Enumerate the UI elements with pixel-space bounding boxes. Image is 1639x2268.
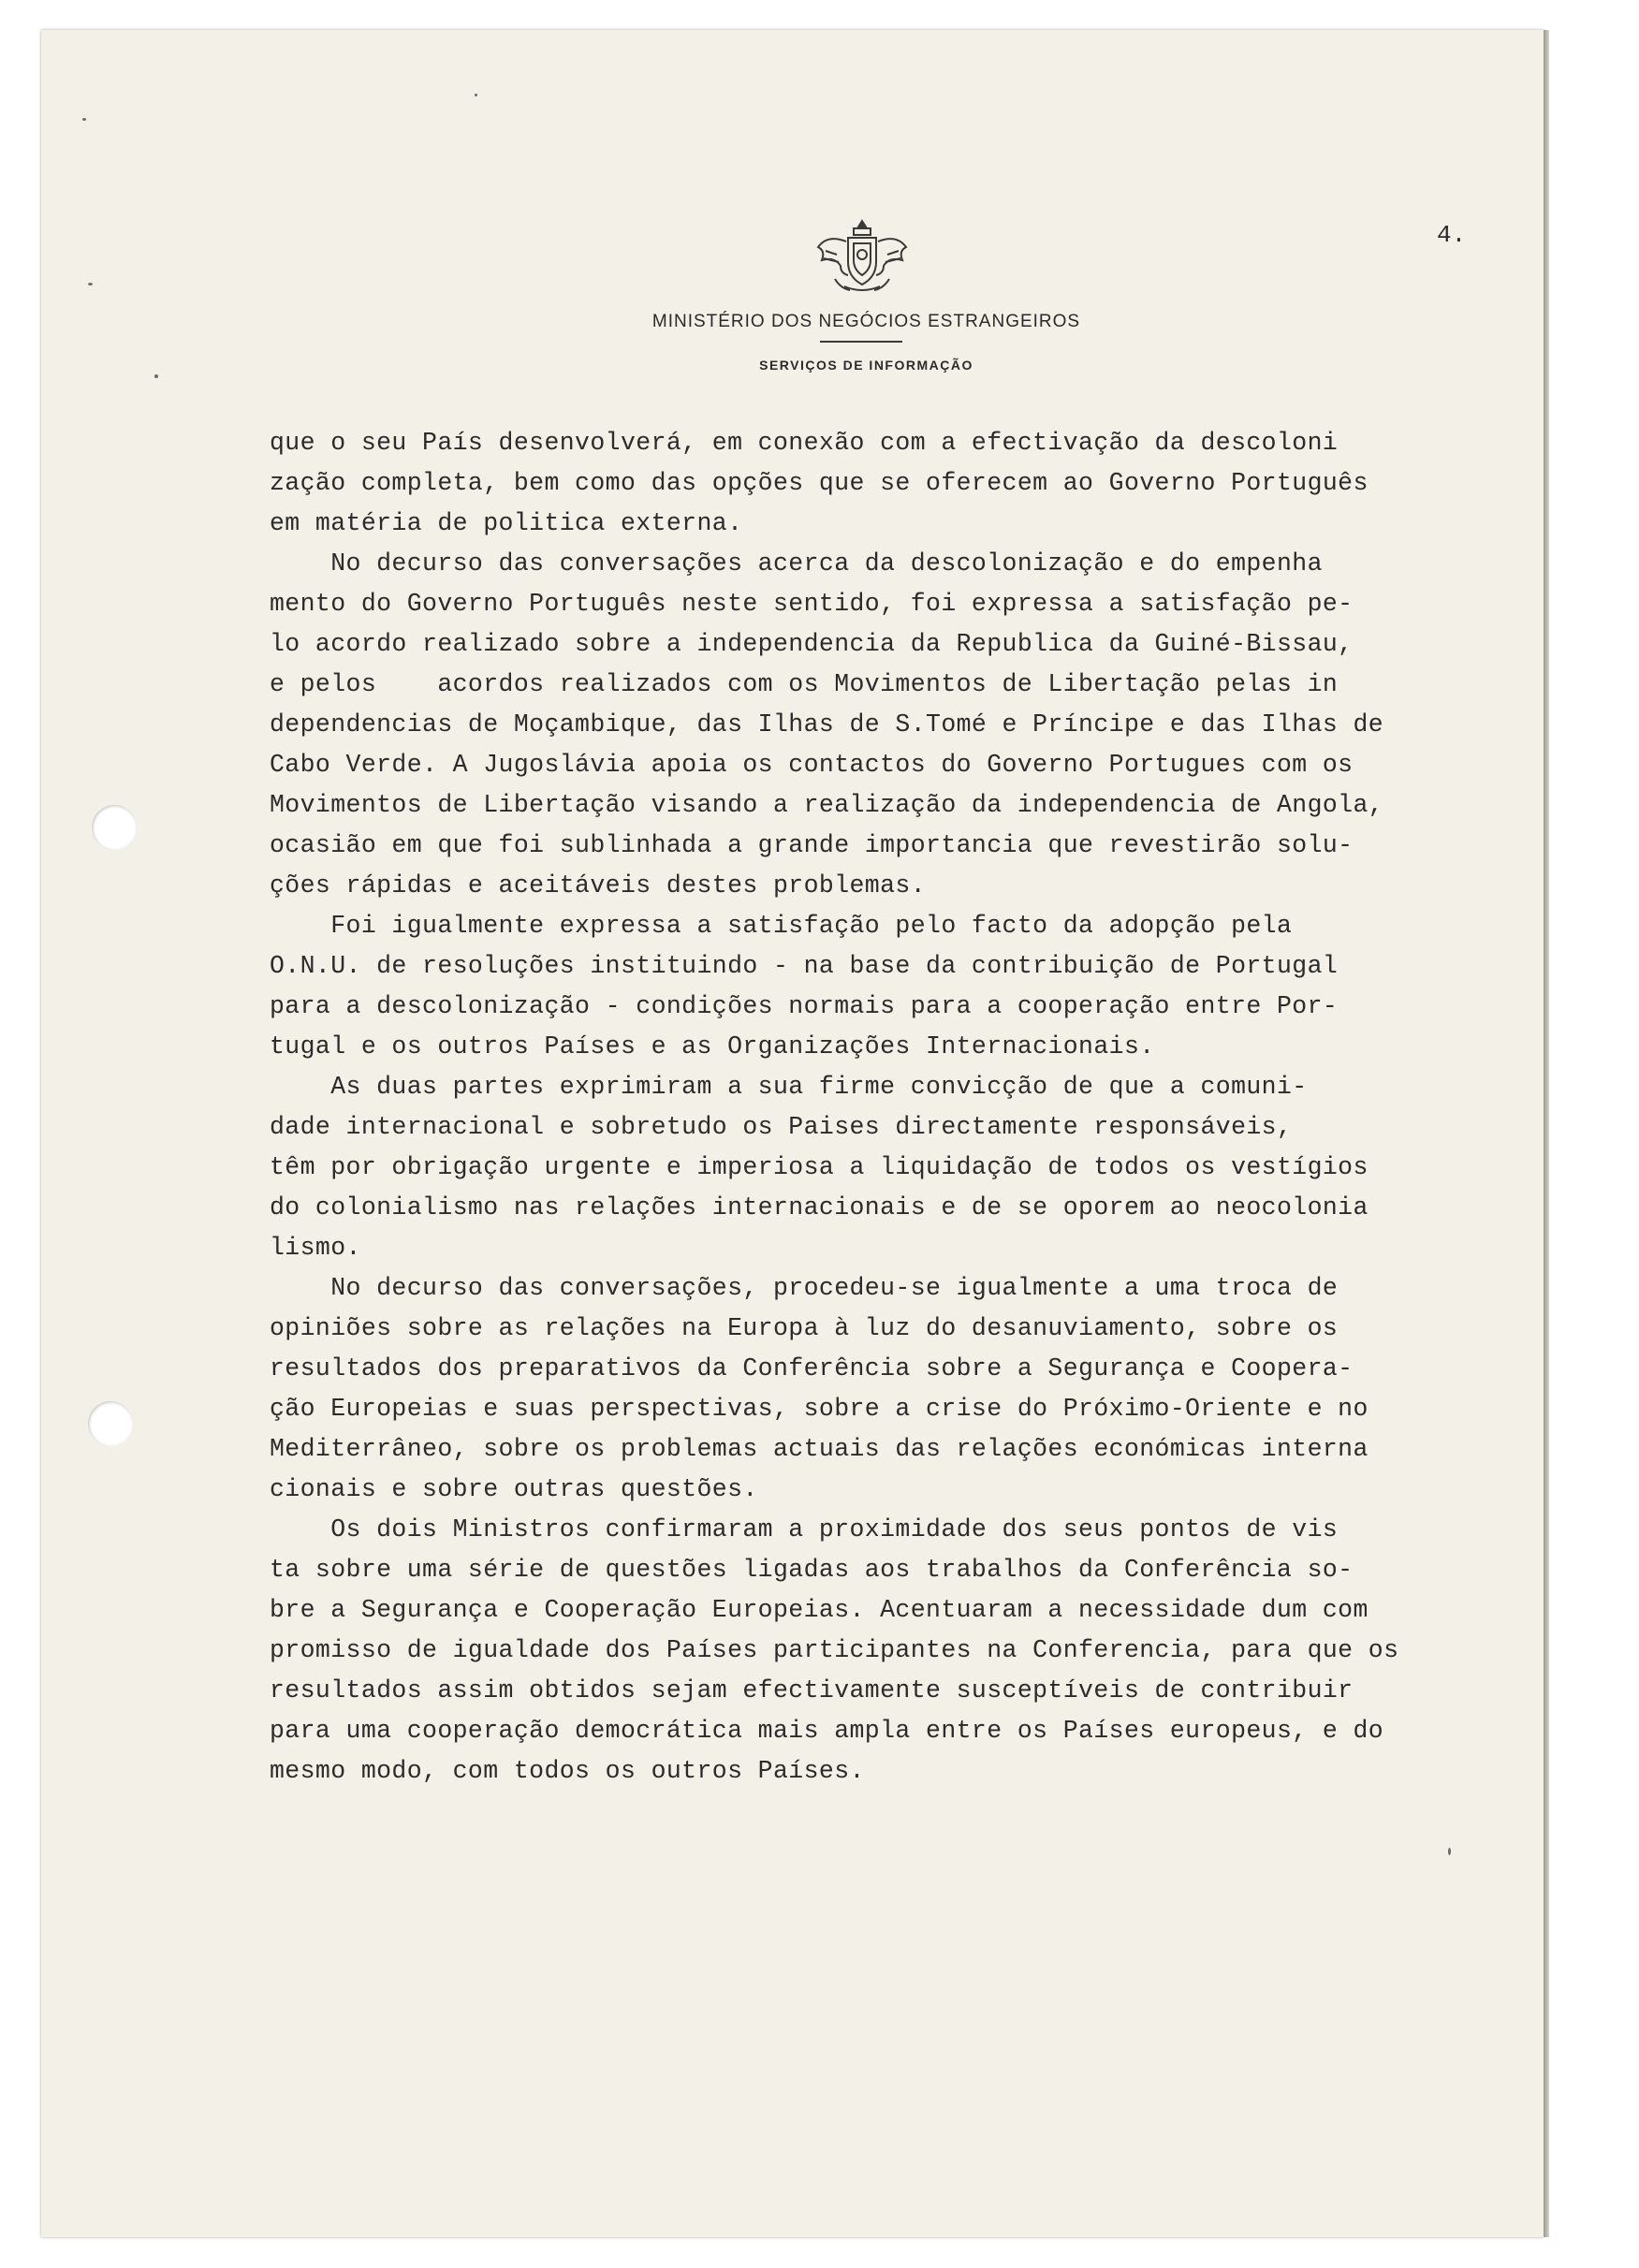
text-line: que o seu País desenvolverá, em conexão com a efectivação da descoloni [270, 429, 1339, 457]
text-line: ção Europeias e suas perspectivas, sobre a crise do Próximo-Oriente e no [270, 1395, 1368, 1423]
text-line: e pelos acordos realizados com os Movimentos de Libertação pelas in [270, 670, 1339, 698]
paper-speck [1448, 1848, 1451, 1855]
paper-speck [82, 118, 86, 121]
paper-speck [475, 94, 477, 96]
text-line: do colonialismo nas relações internacionais e de se oporem ao neocolonia [270, 1193, 1368, 1222]
text-line: mesmo modo, com todos os outros Países. [270, 1757, 865, 1785]
text-line: dependencias de Moçambique, das Ilhas de S.Tomé e Príncipe e das Ilhas de [270, 710, 1384, 739]
text-line: No decurso das conversações, procedeu-se igualmente a uma troca de [270, 1274, 1339, 1302]
text-line: opiniões sobre as relações na Europa à luz do desanuviamento, sobre os [270, 1314, 1339, 1342]
text-line: Cabo Verde. A Jugoslávia apoia os contactos do Governo Portugues com os [270, 751, 1354, 779]
text-line: As duas partes exprimiram a sua firme convicção de que a comuni- [270, 1073, 1308, 1101]
ministry-name: MINISTÉRIO DOS NEGÓCIOS ESTRANGEIROS [651, 312, 1081, 331]
text-line: zação completa, bem como das opções que se oferecem ao Governo Português [270, 469, 1368, 497]
text-line: para a descolonização - condições normais para a cooperação entre Por- [270, 992, 1339, 1020]
text-line: ocasião em que foi sublinhada a grande importancia que revestirão solu- [270, 831, 1354, 859]
text-line: promisso de igualdade dos Países participantes na Conferencia, para que os [270, 1636, 1399, 1664]
document-body [270, 423, 1486, 1792]
text-line: Movimentos de Libertação visando a realização da independencia de Angola, [270, 791, 1384, 819]
coat-of-arms-icon [812, 213, 912, 296]
text-line: em matéria de politica externa. [270, 509, 743, 537]
text-line: lismo. [270, 1234, 361, 1262]
paper-speck [88, 283, 93, 285]
paper-speck [154, 374, 158, 378]
text-line: dade internacional e sobretudo os Paises directamente responsáveis, [270, 1113, 1293, 1141]
text-line: Mediterrâneo, sobre os problemas actuais das relações económicas interna [270, 1435, 1368, 1463]
text-line: resultados dos preparativos da Conferência sobre a Segurança e Coopera- [270, 1354, 1354, 1383]
text-line: tugal e os outros Países e as Organizações Internacionais. [270, 1032, 1155, 1061]
text-line: bre a Segurança e Cooperação Europeias. Acentuaram a necessidade dum com [270, 1596, 1368, 1624]
page-number: 4. [1437, 221, 1467, 249]
punch-hole [88, 1401, 133, 1446]
text-line: mento do Governo Português neste sentido, foi expressa a satisfação pe- [270, 590, 1354, 618]
text-line: resultados assim obtidos sejam efectivamente susceptíveis de contribuir [270, 1676, 1354, 1705]
text-line: ta sobre uma série de questões ligadas aos trabalhos da Conferência so- [270, 1556, 1354, 1584]
text-line: Foi igualmente expressa a satisfação pelo facto da adopção pela [270, 912, 1293, 940]
punch-hole [92, 805, 137, 850]
text-line: cionais e sobre outras questões. [270, 1475, 758, 1503]
text-line: No decurso das conversações acerca da descolonização e do empenha [270, 549, 1323, 578]
text-line: lo acordo realizado sobre a independencia da Republica da Guiné-Bissau, [270, 630, 1354, 658]
text-line: O.N.U. de resoluções instituindo - na base da contribuição de Portugal [270, 952, 1339, 980]
text-line: Os dois Ministros confirmaram a proximidade dos seus pontos de vis [270, 1515, 1339, 1544]
service-name: SERVIÇOS DE INFORMAÇÃO [759, 358, 973, 373]
header-divider [820, 341, 902, 343]
text-line: ções rápidas e aceitáveis destes problemas. [270, 871, 927, 900]
text-line: têm por obrigação urgente e imperiosa a liquidação de todos os vestígios [270, 1153, 1368, 1181]
text-line: para uma cooperação democrática mais ampla entre os Países europeus, e do [270, 1717, 1384, 1745]
